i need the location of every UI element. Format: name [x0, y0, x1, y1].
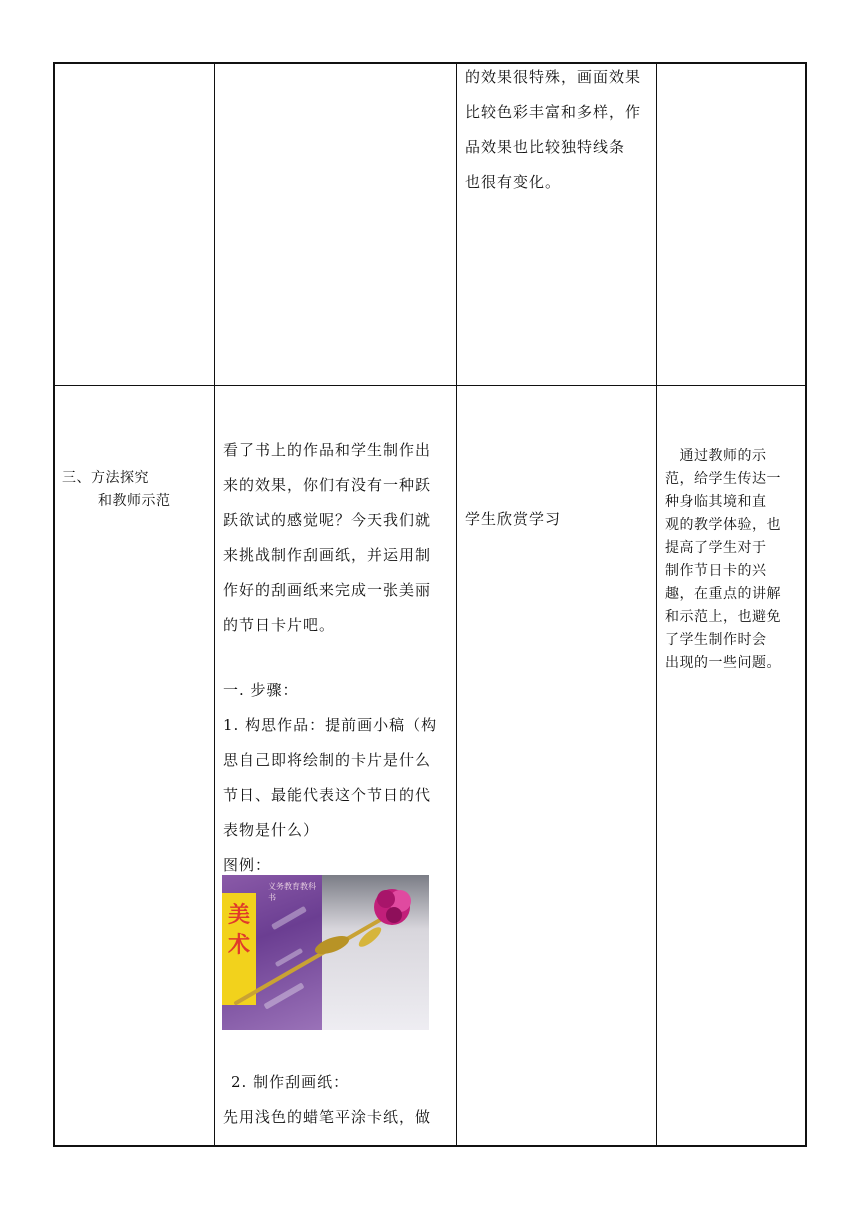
student-activity-text: 学生欣赏学习 [465, 510, 562, 528]
example-label: 图例： [223, 856, 272, 874]
intent-line: 种身临其境和直 [665, 494, 767, 510]
step2-line: 先用浅色的蜡笔平涂卡纸，做 [223, 1108, 432, 1126]
step1-line: 表物是什么） [223, 821, 320, 839]
step1-line: 思自己即将绘制的卡片是什么 [223, 751, 432, 769]
text-line: 来挑战制作刮画纸，并运用制 [223, 546, 432, 564]
rose-illustration [222, 875, 429, 1030]
step1-line: 节日、最能代表这个节日的代 [223, 786, 432, 804]
column-divider-2 [456, 62, 457, 1147]
column-divider-3 [656, 62, 657, 1147]
text-line: 跃欲试的感觉呢？今天我们就 [223, 511, 432, 529]
intent-line: 观的教学体验，也 [665, 517, 781, 533]
section-title-cell [62, 467, 212, 513]
student-activity-cell [465, 502, 653, 537]
text-line: 品效果也比较独特线条 [465, 138, 626, 156]
intent-line: 范，给学生传达一 [665, 471, 781, 487]
text-line: 的效果很特殊，画面效果 [465, 68, 642, 86]
text-line: 也很有变化。 [465, 173, 562, 191]
text-line: 来的效果，你们有没有一种跃 [223, 476, 432, 494]
intent-line: 提高了学生对于 [665, 540, 767, 556]
teacher-activity-intro [223, 433, 455, 643]
text-line: 作好的刮画纸来完成一张美丽 [223, 581, 432, 599]
text-line: 比较色彩丰富和多样，作 [465, 103, 642, 121]
step1-line: 1. 构思作品：提前画小稿（构 [223, 716, 438, 734]
book-title: 美术 [228, 903, 251, 958]
column-divider-1 [214, 62, 215, 1147]
rose-stem [236, 913, 392, 1003]
intent-line: 和示范上，也避免 [665, 609, 781, 625]
book-label: 义务教育教科书 [268, 882, 316, 902]
text-line: 的节日卡片吧。 [223, 616, 336, 634]
row1-student-activity-cell [465, 60, 653, 200]
teacher-activity-step2 [223, 1065, 455, 1135]
rose-leaf [356, 924, 384, 950]
intent-line: 通过教师的示 [665, 448, 767, 464]
section-title-line1: 三、方法探究 [62, 470, 149, 486]
design-intent-cell [665, 445, 805, 675]
intent-line: 了学生制作时会 [665, 632, 767, 648]
teacher-activity-steps [223, 673, 455, 883]
step2-title: 2. 制作刮画纸： [231, 1073, 350, 1091]
intent-line: 趣，在重点的讲解 [665, 586, 781, 602]
section-title-line2: 和教师示范 [98, 493, 171, 509]
intent-line: 出现的一些问题。 [665, 655, 781, 671]
row-divider [53, 385, 807, 386]
text-line: 看了书上的作品和学生制作出 [223, 441, 432, 459]
example-photo [222, 875, 429, 1030]
intent-line: 制作节日卡的兴 [665, 563, 767, 579]
steps-heading: 一. 步骤： [223, 681, 299, 699]
